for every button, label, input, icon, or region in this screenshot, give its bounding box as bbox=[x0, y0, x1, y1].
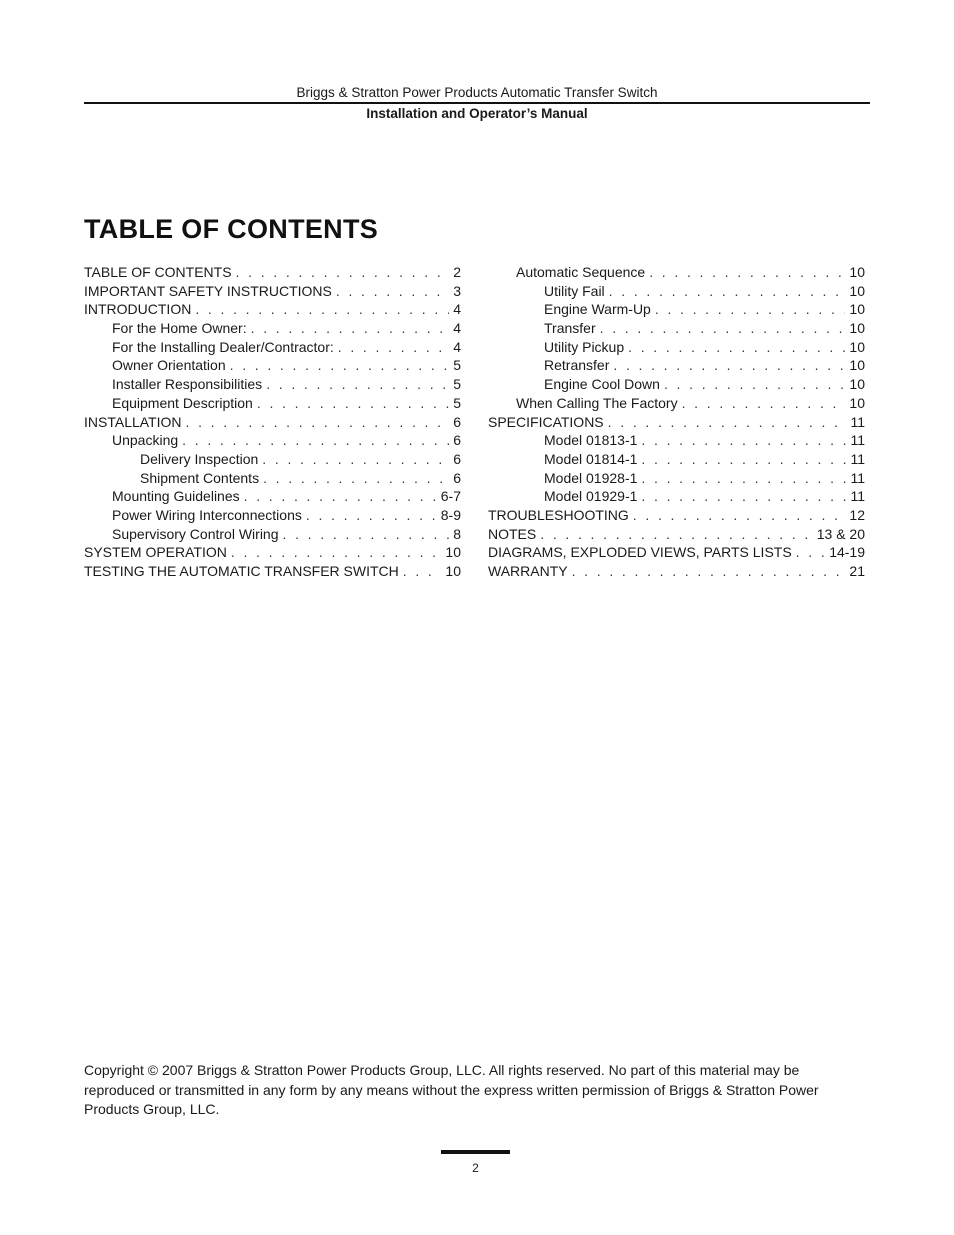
toc-entry-page: 6 bbox=[453, 469, 461, 486]
toc-entry-page: 6 bbox=[453, 432, 461, 449]
toc-entry-page: 2 bbox=[453, 264, 461, 280]
toc-entry-page: 21 bbox=[849, 563, 865, 579]
toc-entry[interactable] bbox=[84, 450, 461, 469]
toc-entry[interactable] bbox=[488, 525, 865, 544]
toc-entry-page: 6 bbox=[453, 413, 461, 430]
toc-entry-label: INTRODUCTION bbox=[84, 301, 192, 318]
toc-entry-label: Engine Cool Down bbox=[544, 376, 660, 393]
toc-entry-label: Mounting Guidelines bbox=[112, 488, 240, 505]
toc-dot-leader bbox=[257, 394, 449, 413]
toc-entry-page: 10 bbox=[445, 563, 461, 579]
toc-dot-leader bbox=[263, 469, 449, 488]
toc-entry-page: 11 bbox=[850, 432, 865, 449]
header-manual-title: Installation and Operator’s Manual bbox=[366, 106, 588, 121]
toc-entry-page: 8-9 bbox=[440, 506, 461, 523]
toc-dot-leader bbox=[609, 282, 846, 301]
toc-entry[interactable] bbox=[488, 543, 865, 562]
toc-entry-label: Utility Pickup bbox=[544, 338, 625, 355]
toc-entry[interactable] bbox=[488, 282, 865, 301]
toc-dot-leader bbox=[262, 450, 449, 469]
toc-entry[interactable] bbox=[84, 263, 461, 282]
toc-entry[interactable] bbox=[488, 338, 865, 357]
page-number: 2 bbox=[472, 1161, 479, 1175]
toc-dot-leader bbox=[236, 263, 450, 282]
toc-entry-page: 5 bbox=[453, 357, 461, 374]
toc-entry[interactable] bbox=[488, 431, 865, 450]
toc-entry-label: SYSTEM OPERATION bbox=[84, 544, 227, 561]
toc-dot-leader bbox=[195, 300, 449, 319]
toc-entry-page: 10 bbox=[849, 376, 865, 393]
toc-dot-leader bbox=[283, 525, 450, 544]
toc-entry-label: For the Installing Dealer/Contractor: bbox=[112, 338, 334, 355]
page-header bbox=[84, 84, 870, 122]
toc-dot-leader bbox=[230, 356, 450, 375]
toc-column-right bbox=[488, 263, 865, 581]
toc-entry[interactable] bbox=[488, 469, 865, 488]
toc-entry-label: TROUBLESHOOTING bbox=[488, 506, 629, 523]
toc-entry-page: 13 & 20 bbox=[816, 525, 865, 542]
toc-entry[interactable] bbox=[488, 413, 865, 432]
toc-entry[interactable] bbox=[84, 487, 461, 506]
toc-entry-page: 11 bbox=[850, 488, 865, 505]
toc-entry-page: 10 bbox=[849, 394, 865, 411]
header-rule bbox=[84, 102, 870, 104]
toc-entry-label: Supervisory Control Wiring bbox=[112, 525, 279, 542]
toc-dot-leader bbox=[608, 413, 847, 432]
toc-entry-label: Shipment Contents bbox=[140, 469, 260, 486]
toc-entry[interactable] bbox=[488, 319, 865, 338]
toc-entry-label: TABLE OF CONTENTS bbox=[84, 264, 232, 280]
toc-dot-leader bbox=[244, 487, 437, 506]
toc-entry-label: DIAGRAMS, EXPLODED VIEWS, PARTS LISTS bbox=[488, 544, 792, 561]
toc-dot-leader bbox=[796, 543, 826, 562]
toc-dot-leader bbox=[251, 319, 450, 338]
toc-entry-label: Retransfer bbox=[544, 357, 610, 374]
toc-dot-leader bbox=[186, 413, 450, 432]
toc-entry[interactable] bbox=[84, 469, 461, 488]
toc-entry-label: Equipment Description bbox=[112, 394, 253, 411]
toc-entry-label: Model 01813-1 bbox=[544, 432, 638, 449]
toc-entry-page: 10 bbox=[849, 320, 865, 337]
toc-entry-page: 11 bbox=[850, 469, 865, 486]
toc-entry-label: Owner Orientation bbox=[112, 357, 226, 374]
toc-entry[interactable] bbox=[84, 319, 461, 338]
toc-dot-leader bbox=[649, 263, 845, 282]
toc-entry-label: IMPORTANT SAFETY INSTRUCTIONS bbox=[84, 282, 332, 299]
toc-entry-page: 10 bbox=[849, 264, 865, 280]
toc-dot-leader bbox=[338, 338, 449, 357]
toc-entry[interactable] bbox=[488, 506, 865, 525]
toc-entry[interactable] bbox=[84, 525, 461, 544]
toc-entry-page: 4 bbox=[453, 338, 461, 355]
toc-entry[interactable] bbox=[84, 300, 461, 319]
toc-dot-leader bbox=[336, 282, 449, 301]
copyright-notice: Copyright © 2007 Briggs & Stratton Power Products Group, LLC. All rights reserved. No part of this material may be reproduced or transmitted in any form by any means without the express written permission of Briggs & Stratton Power Products Group, LLC. bbox=[84, 1062, 819, 1117]
toc-dot-leader bbox=[664, 375, 845, 394]
toc-entry-label: Model 01814-1 bbox=[544, 450, 638, 467]
toc-entry-page: 14-19 bbox=[829, 544, 865, 561]
toc-entry-label: Delivery Inspection bbox=[140, 450, 259, 467]
toc-entry[interactable] bbox=[488, 356, 865, 375]
toc-dot-leader bbox=[682, 394, 846, 413]
toc-entry-page: 5 bbox=[453, 394, 461, 411]
toc-entry-page: 10 bbox=[445, 544, 461, 561]
toc-entry-label: Utility Fail bbox=[544, 282, 605, 299]
toc-entry-page: 10 bbox=[849, 338, 865, 355]
toc-entry-label: For the Home Owner: bbox=[112, 320, 247, 337]
toc-dot-leader bbox=[655, 300, 846, 319]
toc-entry[interactable] bbox=[84, 356, 461, 375]
toc-entry[interactable] bbox=[488, 263, 865, 282]
toc-entry-page: 10 bbox=[849, 301, 865, 318]
toc-entry-label: INSTALLATION bbox=[84, 413, 182, 430]
toc-entry-page: 10 bbox=[849, 282, 865, 299]
toc-entry-page: 4 bbox=[453, 320, 461, 337]
toc-column-left bbox=[84, 263, 461, 581]
toc-entry-page: 5 bbox=[453, 376, 461, 393]
toc-entry-label: Engine Warm-Up bbox=[544, 301, 651, 318]
toc-entry-label: SPECIFICATIONS bbox=[488, 413, 604, 430]
toc-dot-leader bbox=[641, 469, 846, 488]
toc-dot-leader bbox=[306, 506, 437, 525]
toc-entry[interactable] bbox=[84, 413, 461, 432]
footer-bar bbox=[441, 1150, 510, 1154]
toc-entry-page: 6 bbox=[453, 450, 461, 467]
toc-entry-page: 4 bbox=[453, 301, 461, 318]
toc-entry-label: Model 01928-1 bbox=[544, 469, 638, 486]
toc-dot-leader bbox=[266, 375, 449, 394]
toc-entry-page: 12 bbox=[849, 506, 865, 523]
toc-entry-page: 3 bbox=[453, 282, 461, 299]
toc-entry[interactable] bbox=[84, 394, 461, 413]
toc-entry[interactable] bbox=[84, 562, 461, 581]
toc-dot-leader bbox=[641, 431, 846, 450]
toc-entry-page: 8 bbox=[453, 525, 461, 542]
toc-entry[interactable] bbox=[84, 282, 461, 301]
toc-entry[interactable] bbox=[488, 300, 865, 319]
toc-entry[interactable] bbox=[488, 487, 865, 506]
toc-dot-leader bbox=[403, 562, 442, 581]
toc-entry-page: 10 bbox=[849, 357, 865, 374]
toc-entry-label: Unpacking bbox=[112, 432, 179, 449]
toc-entry-page: 11 bbox=[850, 450, 865, 467]
toc-entry-label: Installer Responsibilities bbox=[112, 376, 263, 393]
toc-dot-leader bbox=[600, 319, 846, 338]
toc-entry[interactable] bbox=[84, 375, 461, 394]
toc-entry[interactable] bbox=[84, 431, 461, 450]
toc-dot-leader bbox=[182, 431, 449, 450]
toc-dot-leader bbox=[613, 356, 845, 375]
toc-entry-label: Automatic Sequence bbox=[516, 264, 646, 280]
toc-entry-label: Power Wiring Interconnections bbox=[112, 506, 302, 523]
toc-entry[interactable] bbox=[488, 450, 865, 469]
toc-entry-page: 11 bbox=[850, 413, 865, 430]
toc-dot-leader bbox=[540, 525, 813, 544]
toc-entry-label: WARRANTY bbox=[488, 563, 568, 579]
toc-entry-page: 6-7 bbox=[440, 488, 461, 505]
toc-dot-leader bbox=[641, 487, 846, 506]
page-title: TABLE OF CONTENTS bbox=[84, 214, 379, 244]
toc-dot-leader bbox=[641, 450, 846, 469]
toc-entry-label: When Calling The Factory bbox=[516, 394, 678, 411]
toc-dot-leader bbox=[572, 562, 846, 581]
toc-entry[interactable] bbox=[84, 338, 461, 357]
toc-entry[interactable] bbox=[84, 506, 461, 525]
toc-dot-leader bbox=[628, 338, 845, 357]
toc-entry-label: TESTING THE AUTOMATIC TRANSFER SWITCH bbox=[84, 563, 399, 579]
toc-dot-leader bbox=[633, 506, 846, 525]
toc-entry-label: NOTES bbox=[488, 525, 537, 542]
toc-entry-label: Transfer bbox=[544, 320, 596, 337]
toc-entry[interactable] bbox=[488, 394, 865, 413]
toc-entry[interactable] bbox=[488, 375, 865, 394]
toc-entry[interactable] bbox=[488, 562, 865, 581]
header-product-title: Briggs & Stratton Power Products Automatic Transfer Switch bbox=[296, 85, 658, 100]
toc-entry-label: Model 01929-1 bbox=[544, 488, 638, 505]
toc-dot-leader bbox=[231, 543, 442, 562]
toc-entry[interactable] bbox=[84, 543, 461, 562]
